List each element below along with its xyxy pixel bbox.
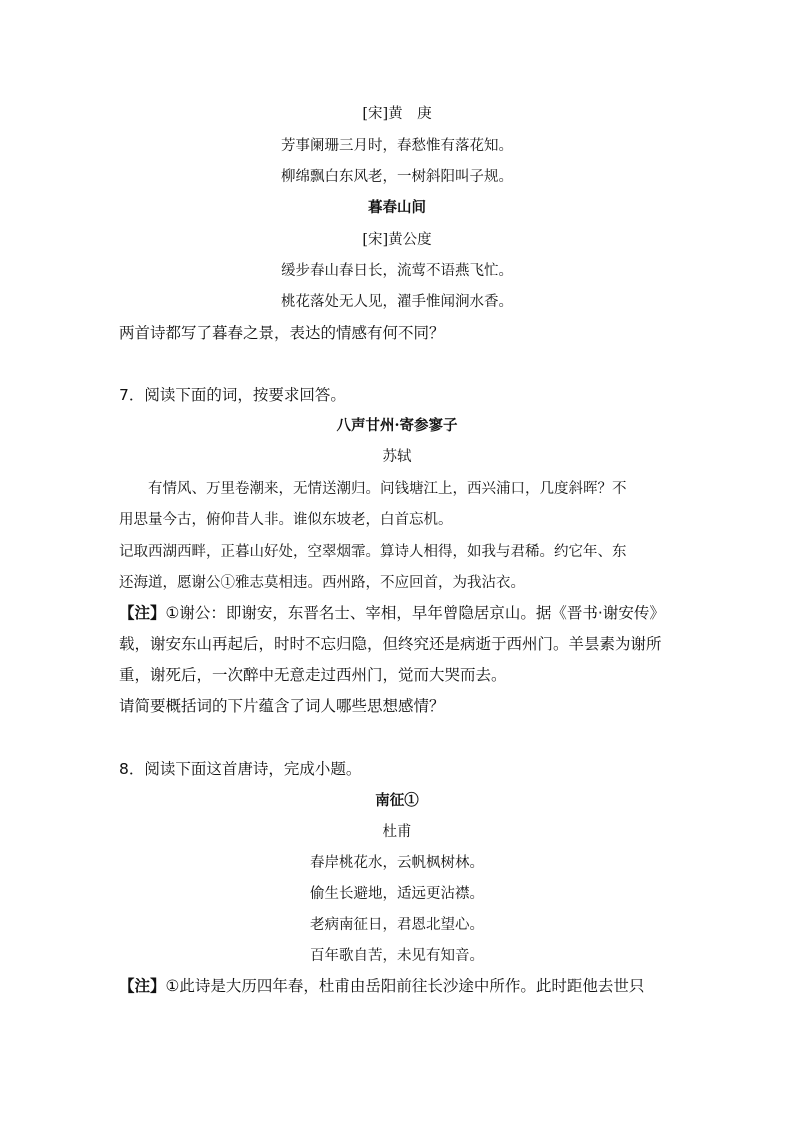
- q7-text-line-2: 用思量今古，俯仰昔人非。谁似东坡老，白首忘机。: [119, 512, 453, 528]
- q7-title: 八声甘州·寄参寥子: [336, 417, 458, 434]
- q8-line-4: 百年歌自苦，未见有知音。: [310, 948, 484, 964]
- q8-line-1: 春岸桃花水，云帆枫树林。: [310, 855, 484, 871]
- q7-note-line-3: 重，谢死后，一次醉中无意走过西州门，觉而大哭而去。: [119, 666, 507, 684]
- poem2-title: 暮春山间: [368, 199, 426, 216]
- poem1-line-1: 芳事阑珊三月时，春愁惟有落花知。: [281, 138, 513, 154]
- poem2-line-2: 桃花落处无人见，濯手惟闻涧水香。: [281, 294, 513, 310]
- poem2-line-1: 缓步春山春日长，流莺不语燕飞忙。: [281, 263, 513, 279]
- q8-note-line: [119, 974, 644, 996]
- q8-title: 南征①: [375, 792, 419, 809]
- q7-question: 请简要概括词的下片蕴含了词人哪些思想感情？: [119, 697, 445, 715]
- q8-note-text: ①此诗是大历四年春，杜甫由岳阳前往长沙途中所作。此时距他去世只: [165, 977, 645, 995]
- q8-heading: 8．阅读下面这首唐诗，完成小题。: [119, 760, 362, 778]
- poem2-author: [宋]黄公度: [362, 232, 432, 248]
- q7-note-line-2: 载，谢安东山再起后，时时不忘归隐，但终究还是病逝于西州门。羊昙素为谢所: [119, 635, 662, 653]
- q6-question: 两首诗都写了暮春之景，表达的情感有何不同？: [119, 324, 445, 342]
- q8-line-2: 偷生长避地，适远更沾襟。: [310, 886, 484, 902]
- q8-note-label: 【注】: [119, 977, 166, 995]
- q7-author: 苏轼: [382, 449, 412, 465]
- q7-text-line-1: 有情风、万里卷潮来，无情送潮归。问钱塘江上，西兴浦口，几度斜晖？不: [148, 481, 627, 497]
- q8-author: 杜甫: [382, 824, 412, 840]
- q7-note-text-1: ①谢公：即谢安，东晋名士、宰相，早年曾隐居京山。据《晋书·谢安传》: [165, 604, 665, 622]
- q7-note-label: 【注】: [119, 604, 166, 622]
- q8-line-3: 老病南征日，君恩北望心。: [310, 917, 484, 933]
- poem1-line-2: 柳绵飘白东风老，一树斜阳叫子规。: [281, 169, 513, 185]
- poem1-author: [宋]黄 庚: [362, 106, 432, 122]
- q7-note-line-1: [119, 601, 665, 623]
- q7-text-line-3: 记取西湖西畔，正暮山好处，空翠烟霏。算诗人相得，如我与君稀。约它年、东: [119, 544, 627, 560]
- q7-text-line-4: 还海道，愿谢公①雅志莫相违。西州路，不应回首，为我沾衣。: [119, 575, 525, 591]
- q7-heading: 7．阅读下面的词，按要求回答。: [119, 386, 346, 404]
